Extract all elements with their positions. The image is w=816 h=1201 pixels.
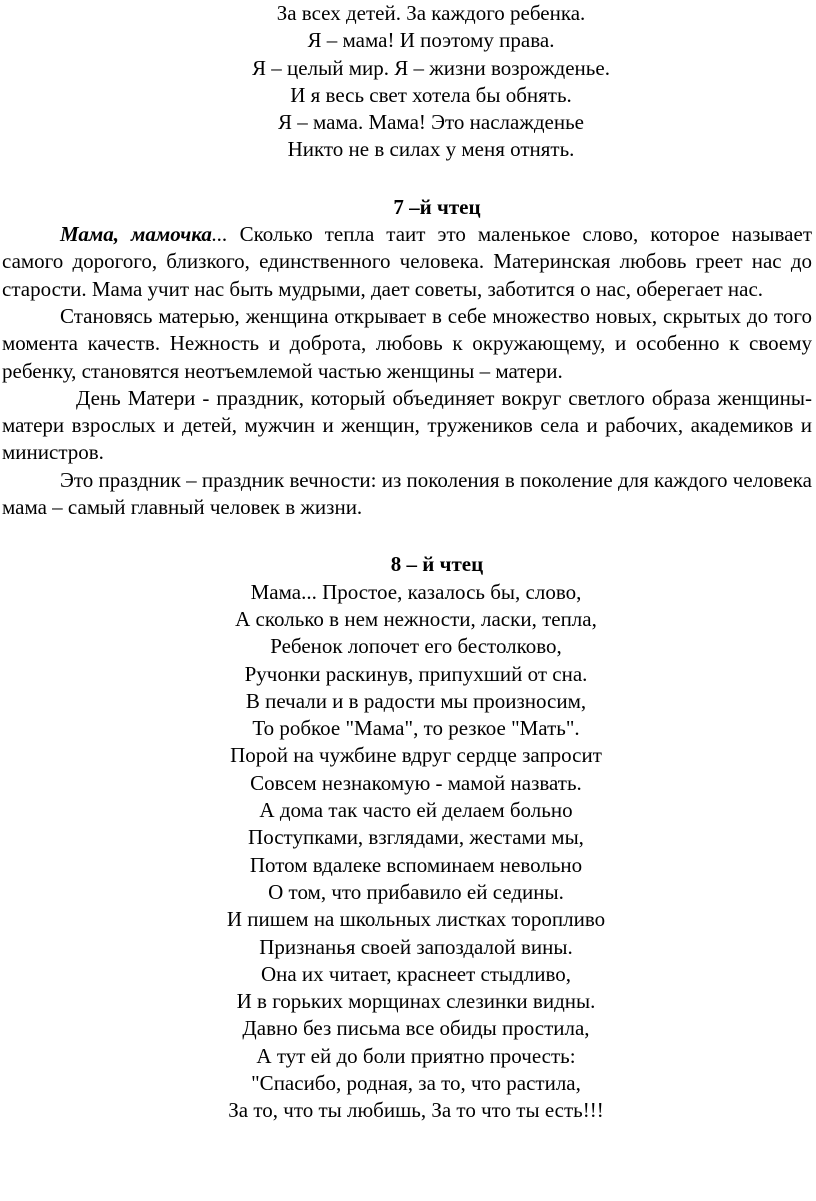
- section-8: [2, 551, 812, 1124]
- paragraph-text: Это праздник – праздник вечности: из поколения в поколение для каждого человека мама – самый главный человек в жизни.: [2, 467, 812, 520]
- poem-line: Признанья своей запоздалой вины.: [259, 934, 573, 959]
- poem-top: [2, 0, 812, 164]
- section-8-heading: 8 – й чтец: [390, 552, 484, 577]
- poem-line: Никто не в силах у меня отнять.: [287, 137, 575, 162]
- section-7-paragraph-1: [2, 221, 812, 303]
- section-7-paragraph-2: [2, 303, 812, 385]
- poem-line: Давно без письма все обиды простила,: [242, 1016, 590, 1041]
- section-7-paragraph-4: [2, 467, 812, 522]
- poem-line: Потом вдалеке вспоминаем невольно: [249, 852, 583, 877]
- paragraph-text: Становясь матерью, женщина открывает в себе множество новых, скрытых до того момента качеств. Нежность и доброта, любовь к окружающему, и особенно к своему ребенку, становятся неотъемлемой частью женщины – матери.: [2, 303, 812, 383]
- emphasis-text: Мама, мамочка: [60, 222, 212, 247]
- poem-line: О том, что прибавило ей седины.: [268, 879, 564, 904]
- poem-line: А тут ей до боли приятно прочесть:: [256, 1043, 576, 1068]
- poem-line: В печали и в радости мы произносим,: [245, 688, 587, 713]
- document-page: [2, 0, 812, 1125]
- poem-line: За всех детей. За каждого ребенка.: [276, 1, 586, 25]
- poem-line: А дома так часто ей делаем больно: [259, 798, 573, 823]
- paragraph-text: День Матери - праздник, который объединяет вокруг светлого образа женщины-матери взрослых и детей, мужчин и женщин, тружеников села и рабочих, академиков и министров.: [2, 385, 812, 465]
- poem-line: Порой на чужбине вдруг сердце запросит: [230, 743, 602, 768]
- poem-8: [2, 579, 812, 1125]
- poem-line: Мама... Простое, казалось бы, слово,: [250, 579, 582, 604]
- poem-line: И в горьких морщинах слезинки видны.: [236, 989, 596, 1014]
- poem-line: И пишем на школьных листках торопливо: [226, 907, 606, 932]
- spacer: [2, 164, 812, 194]
- poem-line: Ребенок лопочет его бестолково,: [270, 634, 562, 659]
- spacer: [2, 521, 812, 551]
- poem-line: То робкое "Мама", то резкое "Мать".: [252, 716, 580, 741]
- section-7: [2, 194, 812, 522]
- poem-line: За то, что ты любишь, За то что ты есть!!!: [228, 1098, 604, 1123]
- poem-line: Ручонки раскинув, припухший от сна.: [244, 661, 588, 686]
- poem-line: Я – мама! И поэтому права.: [307, 28, 555, 53]
- section-7-heading: 7 –й чтец: [393, 194, 481, 219]
- poem-line: Совсем незнакомую - мамой назвать.: [250, 770, 582, 795]
- poem-line: "Спасибо, родная, за то, что растила,: [251, 1070, 581, 1095]
- section-7-paragraph-3: [2, 385, 812, 467]
- ellipsis-text: ...: [211, 222, 228, 247]
- poem-line: Я – мама. Мама! Это наслажденье: [278, 110, 584, 135]
- poem-line: Я – целый мир. Я – жизни возрожденье.: [252, 55, 610, 80]
- poem-line: А сколько в нем нежности, ласки, тепла,: [235, 606, 597, 631]
- poem-line: Поступками, взглядами, жестами мы,: [248, 825, 584, 850]
- poem-line: И я весь свет хотела бы обнять.: [290, 82, 572, 107]
- poem-line: Она их читает, краснеет стыдливо,: [260, 961, 572, 986]
- paragraph-text: Сколько тепла таит это маленькое слово, которое называет самого дорогого, близкого, единственного человека. Материнская любовь греет нас до старости. Мама учит нас быть мудрыми, дает советы, заботится о нас, оберегает нас.: [2, 222, 812, 301]
